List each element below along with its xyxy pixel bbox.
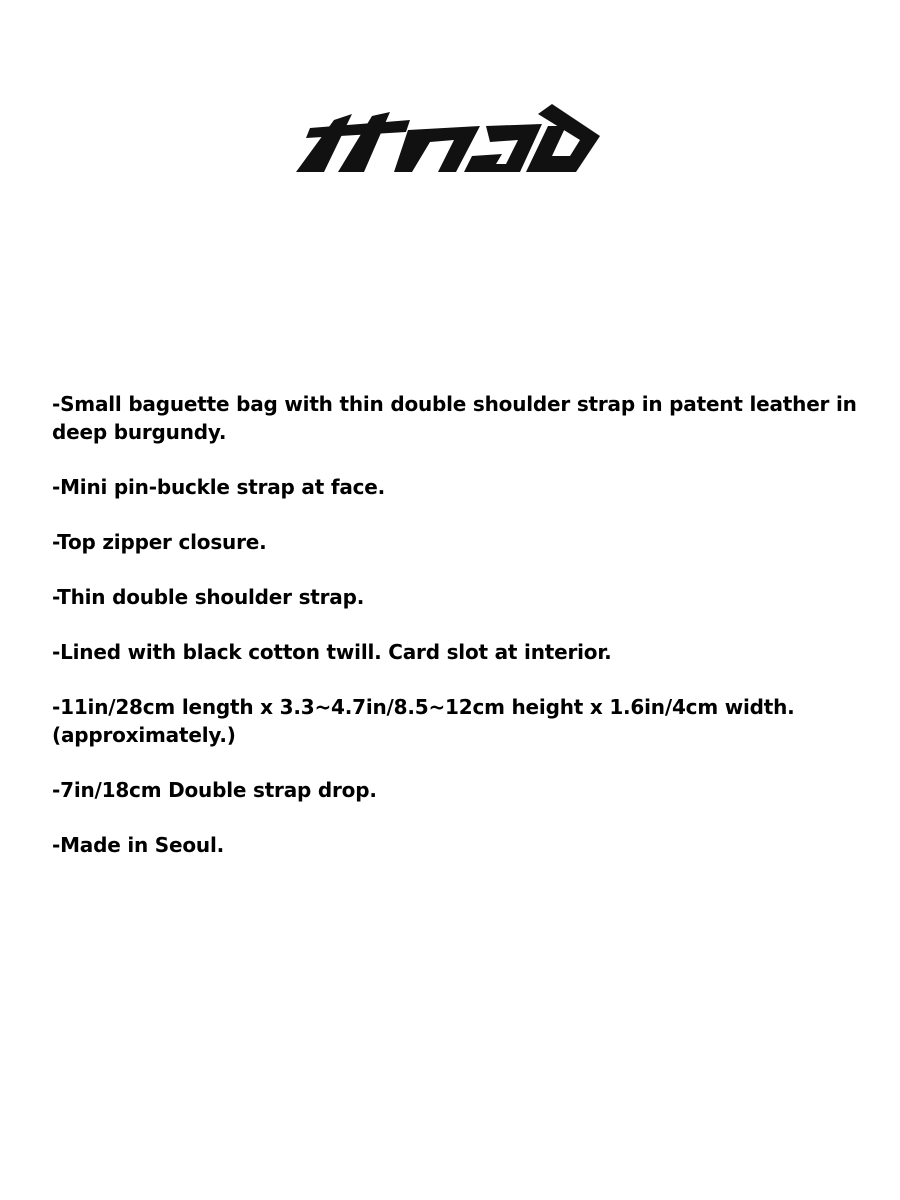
description-item: -Lined with black cotton twill. Card slot at interior. — [52, 640, 612, 664]
product-description-list — [52, 390, 872, 886]
description-item: -Thin double shoulder strap. — [52, 585, 365, 609]
brand-logo — [290, 100, 610, 180]
brand-wordmark-icon — [290, 100, 610, 180]
description-item: -Top zipper closure. — [52, 530, 267, 554]
description-item: -Small baguette bag with thin double shoulder strap in patent leather in deep burgundy. — [52, 392, 857, 444]
description-item: -Made in Seoul. — [52, 833, 225, 857]
description-item: -Mini pin-buckle strap at face. — [52, 475, 386, 499]
description-item: -7in/18cm Double strap drop. — [52, 778, 377, 802]
description-item: -11in/28cm length x 3.3~4.7in/8.5~12cm height x 1.6in/4cm width. (approximately.) — [52, 695, 795, 747]
